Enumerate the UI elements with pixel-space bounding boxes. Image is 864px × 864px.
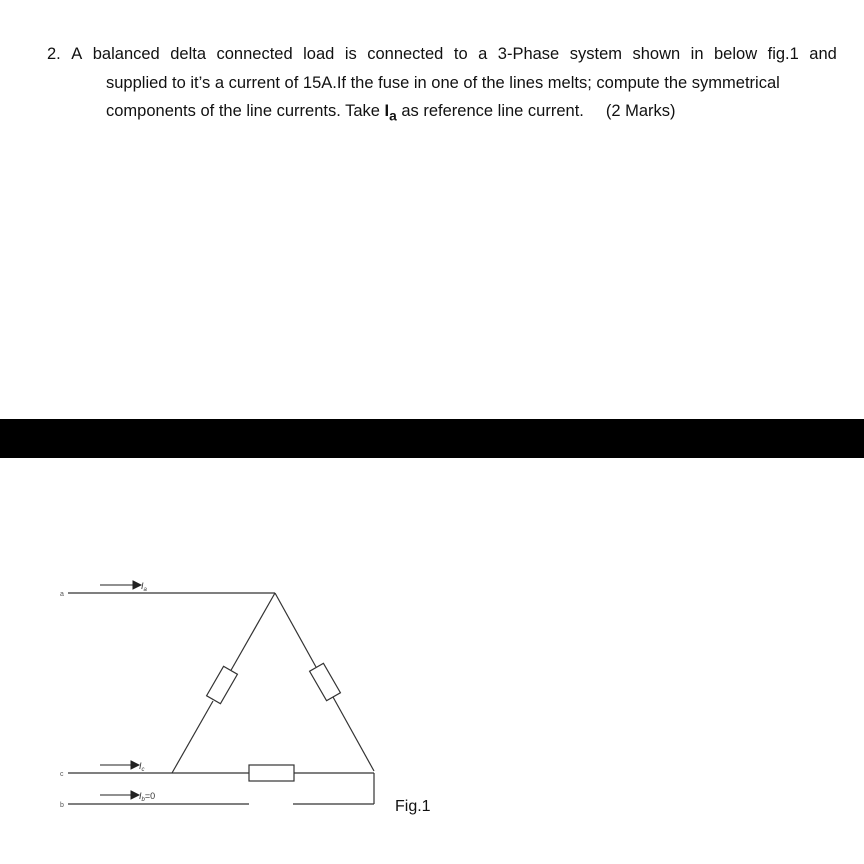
question-word: delta <box>170 45 206 63</box>
current-ib-label: $I_b=0$ <box>139 791 156 803</box>
figure-caption: Fig.1 <box>395 798 431 815</box>
question-word: A <box>71 45 83 63</box>
question-word: connected <box>216 45 293 63</box>
question-number: 2. <box>47 45 61 63</box>
reference-current-subscript: a <box>389 108 397 124</box>
question-word: fig.1 <box>767 45 799 63</box>
question-line-3 <box>47 97 837 131</box>
reference-current-symbol: I <box>384 102 390 120</box>
delta-left-wire-bottom <box>172 701 213 773</box>
delta-right-wire-top <box>275 593 316 667</box>
question-line-3-prefix: components of the line currents. Take <box>106 102 385 120</box>
current-arrow-a-head <box>133 581 141 589</box>
terminal-c-label: c <box>60 771 64 778</box>
load-impedance-right <box>310 663 341 700</box>
delta-circuit-diagram <box>0 560 864 830</box>
current-arrow-c-head <box>131 761 139 769</box>
question-word: below <box>714 45 758 63</box>
question-word: to <box>453 45 468 63</box>
question-word: is <box>344 45 357 63</box>
question-line-2: supplied to it’s a current of 15A.If the fuse in one of the lines melts; compute the symmetrical <box>106 73 780 92</box>
question-word: system <box>569 45 622 63</box>
current-ia-label: $I_a$ <box>141 581 147 593</box>
question-word: in <box>690 45 704 63</box>
delta-right-wire-bottom <box>333 697 374 771</box>
current-arrow-b-head <box>131 791 139 799</box>
question-word: a <box>478 45 488 63</box>
question-word: load <box>303 45 335 63</box>
load-impedance-bottom <box>249 765 294 781</box>
question-word: and <box>809 45 837 63</box>
question-marks: (2 Marks) <box>605 102 676 120</box>
load-impedance-left <box>207 666 238 703</box>
terminal-a-label: a <box>60 591 64 598</box>
question-word: balanced <box>92 45 160 63</box>
current-ic-label: $I_c$ <box>139 761 145 773</box>
question-word: 3-Phase <box>497 45 560 63</box>
delta-left-wire-top <box>230 593 275 672</box>
question-word: shown <box>632 45 681 63</box>
black-redaction-band <box>0 419 864 458</box>
question-line-1 <box>47 40 837 69</box>
question-text <box>47 40 837 131</box>
question-word: connected <box>367 45 444 63</box>
question-line-3-suffix: as reference line current. <box>396 102 584 120</box>
terminal-b-label: b <box>60 802 64 809</box>
